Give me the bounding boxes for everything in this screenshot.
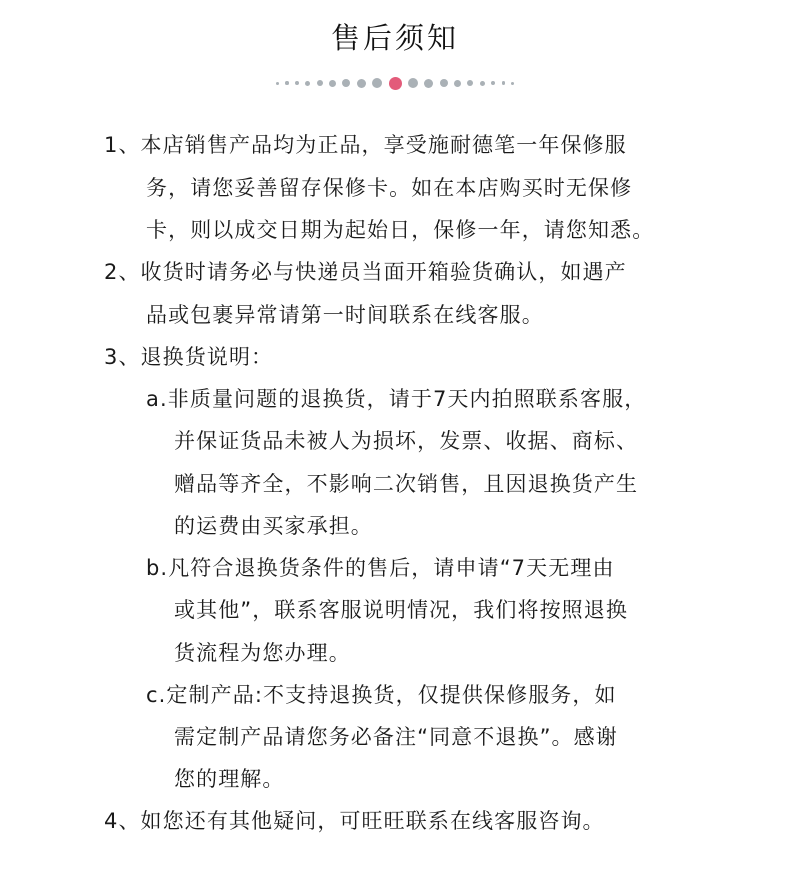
notice-item-4: 4、如您还有其他疑问，可旺旺联系在线客服咨询。 — [104, 809, 605, 833]
divider-dot — [480, 81, 485, 86]
notice-subitem-a: a.非质量问题的退换货，请于7天内拍照联系客服， — [146, 387, 647, 411]
divider-dot — [295, 81, 299, 85]
notice-item-1: 1、本店销售产品均为正品，享受施耐德笔一年保修服 — [104, 133, 627, 157]
notice-item-2: 2、收货时请务必与快递员当面开箱验货确认，如遇产 — [104, 260, 627, 284]
notice-subitem-a-cont: 并保证货品未被人为损坏，发票、收据、商标、 — [174, 429, 639, 453]
divider-dot — [276, 82, 279, 85]
divider-dot — [305, 81, 310, 86]
decorative-dot-divider — [0, 75, 790, 91]
divider-dot-active — [389, 77, 402, 90]
divider-dot — [502, 81, 506, 85]
divider-dot — [454, 80, 461, 87]
divider-dot — [408, 78, 418, 88]
divider-dot — [342, 79, 350, 87]
notice-subitem-b-cont: 货流程为您办理。 — [174, 641, 351, 665]
notice-item-2-cont: 品或包裹异常请第一时间联系在线客服。 — [146, 303, 544, 327]
page-title: 售后须知 — [330, 21, 459, 55]
divider-dot — [285, 81, 289, 85]
notice-item-1-cont: 务，请您妥善留存保修卡。如在本店购买时无保修 — [146, 176, 633, 200]
divider-dot — [467, 80, 473, 86]
notice-subitem-b: b.凡符合退换货条件的售后，请申请“7天无理由 — [146, 556, 615, 580]
notice-item-1-cont: 卡，则以成交日期为起始日，保修一年，请您知悉。 — [146, 218, 655, 242]
divider-dot — [424, 79, 433, 88]
divider-dot — [440, 79, 448, 87]
notice-subitem-a-cont: 的运费由买家承担。 — [174, 514, 373, 538]
divider-dot — [357, 79, 366, 88]
divider-dot — [329, 80, 336, 87]
divider-dot — [491, 81, 495, 85]
notice-subitem-a-cont: 赠品等齐全，不影响二次销售，且因退换货产生 — [174, 472, 639, 496]
divider-dot — [511, 82, 514, 85]
notice-subitem-c-cont: 您的理解。 — [174, 767, 285, 791]
divider-dot — [372, 78, 382, 88]
divider-dot — [317, 80, 323, 86]
notice-item-3: 3、退换货说明： — [104, 345, 274, 369]
notice-subitem-c-cont: 需定制产品请您务必备注“同意不退换”。感谢 — [174, 725, 618, 749]
notice-subitem-c: c.定制产品:不支持退换货，仅提供保修服务，如 — [146, 683, 617, 707]
notice-subitem-b-cont: 或其他”，联系客服说明情况，我们将按照退换 — [174, 598, 628, 622]
